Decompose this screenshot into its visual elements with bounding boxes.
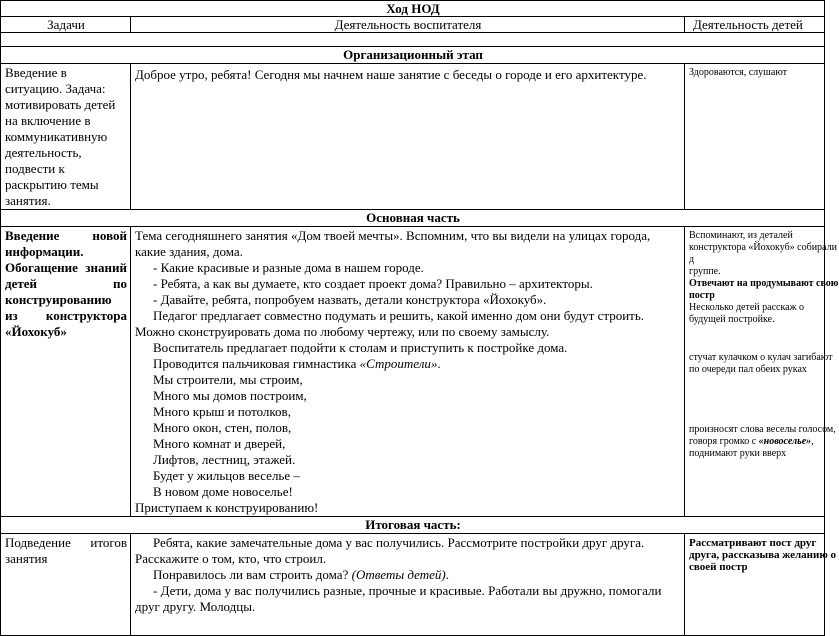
header-teacher: Деятельность воспитателя [131, 17, 685, 33]
poem-line: Много окон, стен, полов, [153, 420, 292, 435]
main-teacher-line: - Давайте, ребята, попробуем назвать, детали конструктора «Йохокуб». [153, 292, 547, 307]
main-teacher-line: Воспитатель предлагает подойти к столам и приступить к постройке дома. [153, 340, 568, 355]
final-teacher-line: - Дети, дома у вас получились разные, прочные и красивые. Работали вы дружно, помогали друг другу. Молодцы. [135, 583, 662, 614]
header-spacer [1, 33, 825, 47]
header-children: Деятельность детей [685, 17, 825, 33]
stage-org: Организационный этап [1, 47, 825, 64]
poem-line: В новом доме новоселье! [153, 484, 293, 499]
main-teacher-final: Приступаем к конструированию! [135, 500, 319, 515]
final-teacher-line: Понравилось ли вам строить дома? (Ответы детей). [153, 567, 449, 582]
poem-line: Лифтов, лестниц, этажей. [153, 452, 296, 467]
stage-final: Итоговая часть: [1, 517, 825, 534]
poem-line: Много мы домов построим, [153, 388, 307, 403]
poem-line: Будет у жильцов веселье – [153, 468, 300, 483]
main-teacher-line: Проводится пальчиковая гимнастика «Строители». [153, 356, 441, 371]
final-teacher-line: Ребята, какие замечательные дома у вас получились. Рассмотрите постройки друг друга. Расскажите о том, кто, что строил. [135, 535, 645, 566]
kid-note: Несколько детей расскаж о будущей постройке. [689, 302, 805, 325]
poem-line: Мы строители, мы строим, [153, 372, 303, 387]
org-task: Введение в ситуацию. Задача: мотивировать детей на включение в коммуникативную деятельность, подвести к раскрытию темы занятия. [1, 64, 131, 210]
poem-line: Много комнат и дверей, [153, 436, 286, 451]
main-teacher-line: Педагог предлагает совместно подумать и решить, какой именно дом они будут строить. [153, 308, 645, 323]
stage-main: Основная часть [1, 210, 825, 227]
final-task: Подведение итогов занятия [1, 534, 131, 636]
main-teacher-line: - Ребята, а как вы думаете, кто создает проект дома? Правильно – архитекторы. [153, 276, 593, 291]
main-teacher-line: - Какие красивые и разные дома в нашем городе. [153, 260, 424, 275]
final-teacher [131, 534, 685, 636]
table-title: Ход НОД [1, 1, 825, 17]
main-task: Введение новой информации. Обогащение знаний детей по конструированию из конструктора «Йохокуб» [1, 227, 131, 517]
kid-note: Отвечают на продумывают свою постр [689, 278, 839, 301]
org-children: Здороваются, слушают [685, 64, 825, 210]
main-teacher-line: Можно сконструировать дома по любому чертежу, или по своему замыслу. [135, 324, 550, 339]
kid-note: Вспоминают, из деталей конструктора «Йохокуб» собирали д группе. [689, 230, 837, 277]
final-children: Рассматривают пост друг друга, рассказыва желанию о своей постр [685, 534, 825, 636]
kid-note: произносят слова веселы голосом, говоря громко с «новоселье», поднимают руки вверх [689, 424, 836, 459]
main-children [685, 227, 839, 517]
poem-line: Много крыш и потолков, [153, 404, 291, 419]
main-teacher [131, 227, 685, 517]
main-teacher-line: Тема сегодняшнего занятия «Дом твоей мечты». Вспомним, что вы видели на улицах города, какие здания, дома. [135, 228, 651, 259]
header-tasks: Задачи [1, 17, 131, 33]
kid-note: стучат кулачком о кулач загибают по очереди пал обеих руках [689, 352, 833, 375]
org-teacher: Доброе утро, ребята! Сегодня мы начнем наше занятие с беседы о городе и его архитектуре. [131, 64, 685, 210]
